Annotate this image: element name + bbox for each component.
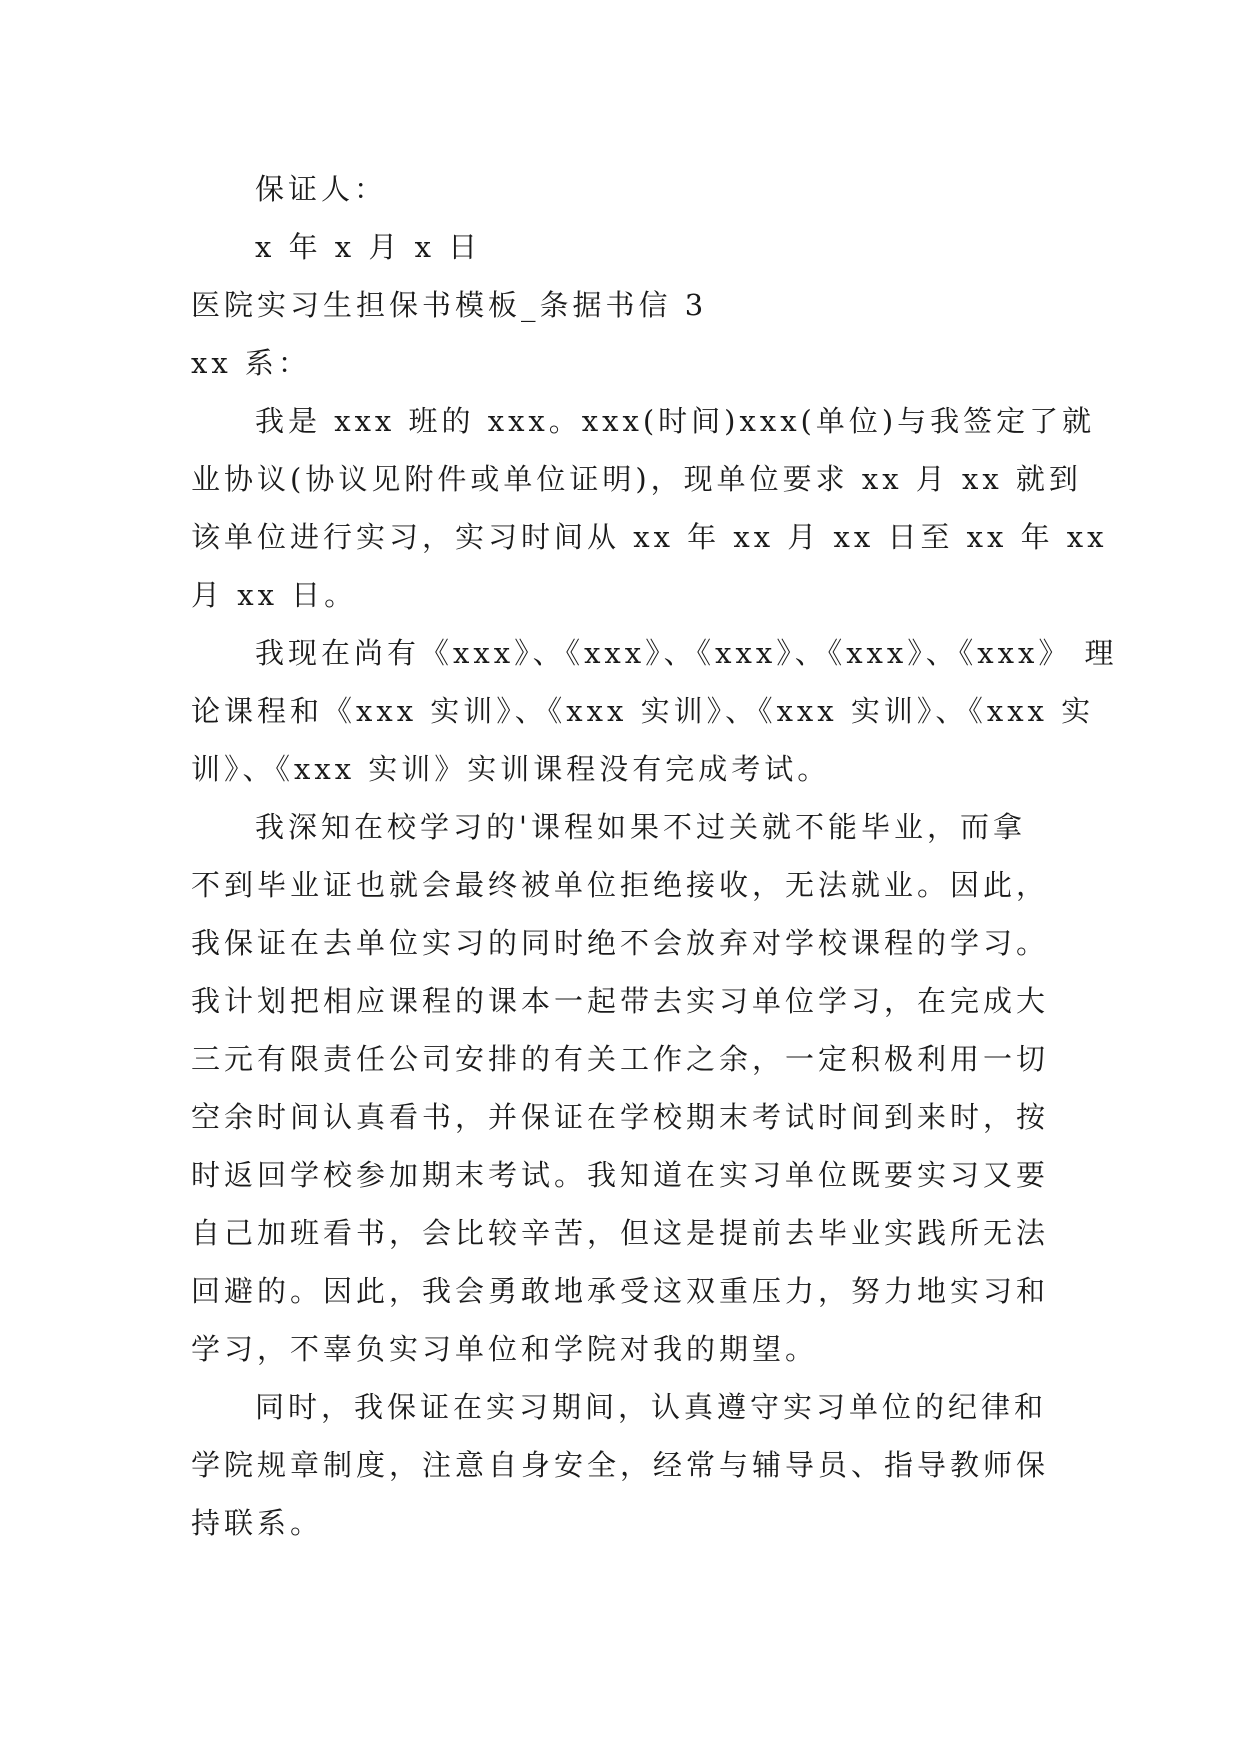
paragraph-line: 该单位进行实习，实习时间从 xx 年 xx 月 xx 日至 xx 年 xx	[191, 520, 1108, 554]
paragraph-line: 同时，我保证在实习期间，认真遵守实习单位的纪律和	[255, 1390, 1048, 1424]
paragraph-line: 我是 xxx 班的 xxx。xxx(时间)xxx(单位)与我签定了就	[255, 404, 1096, 438]
document-title: 医院实习生担保书模板_条据书信 3	[191, 288, 708, 322]
document-content	[191, 160, 1118, 1552]
paragraph-line: 三元有限责任公司安排的有关工作之余，一定积极利用一切	[191, 1042, 1050, 1076]
paragraph-line: 业协议(协议见附件或单位证明)，现单位要求 xx 月 xx 就到	[191, 462, 1082, 496]
paragraph-3	[191, 798, 1061, 1378]
paragraph-line: 自己加班看书，会比较辛苦，但这是提前去毕业实践所无法	[191, 1216, 1050, 1250]
guarantor-label: 保证人：	[255, 172, 388, 206]
paragraph-line: 我现在尚有《xxx》、《xxx》、《xxx》、《xxx》、《xxx》 理	[255, 636, 1118, 670]
paragraph-4	[191, 1378, 1061, 1552]
paragraph-line: 学习，不辜负实习单位和学院对我的期望。	[191, 1332, 819, 1366]
paragraph-line: 我保证在去单位实习的同时绝不会放弃对学校课程的学习。	[191, 926, 1050, 960]
date-line: x 年 x 月 x 日	[255, 230, 482, 264]
paragraph-line: 论课程和《xxx 实训》、《xxx 实训》、《xxx 实训》、《xxx 实	[191, 694, 1095, 728]
paragraph-line: 学院规章制度，注意自身安全，经常与辅导员、指导教师保	[191, 1448, 1050, 1482]
paragraph-line: 不到毕业证也就会最终被单位拒绝接收，无法就业。因此，	[191, 868, 1050, 902]
paragraph-1	[191, 392, 1108, 624]
paragraph-line: 持联系。	[191, 1506, 324, 1540]
paragraph-line: 我计划把相应课程的课本一起带去实习单位学习，在完成大	[191, 984, 1050, 1018]
paragraph-2	[191, 624, 1118, 798]
paragraph-line: 空余时间认真看书，并保证在学校期末考试时间到来时，按	[191, 1100, 1050, 1134]
paragraph-line: 回避的。因此，我会勇敢地承受这双重压力，努力地实习和	[191, 1274, 1050, 1308]
paragraph-line: 月 xx 日。	[191, 578, 358, 612]
paragraph-line: 我深知在校学习的'课程如果不过关就不能毕业，而拿	[255, 810, 1026, 844]
salutation: xx 系：	[191, 346, 311, 380]
paragraph-line: 训》、《xxx 实训》实训课程没有完成考试。	[191, 752, 831, 786]
paragraph-line: 时返回学校参加期末考试。我知道在实习单位既要实习又要	[191, 1158, 1050, 1192]
